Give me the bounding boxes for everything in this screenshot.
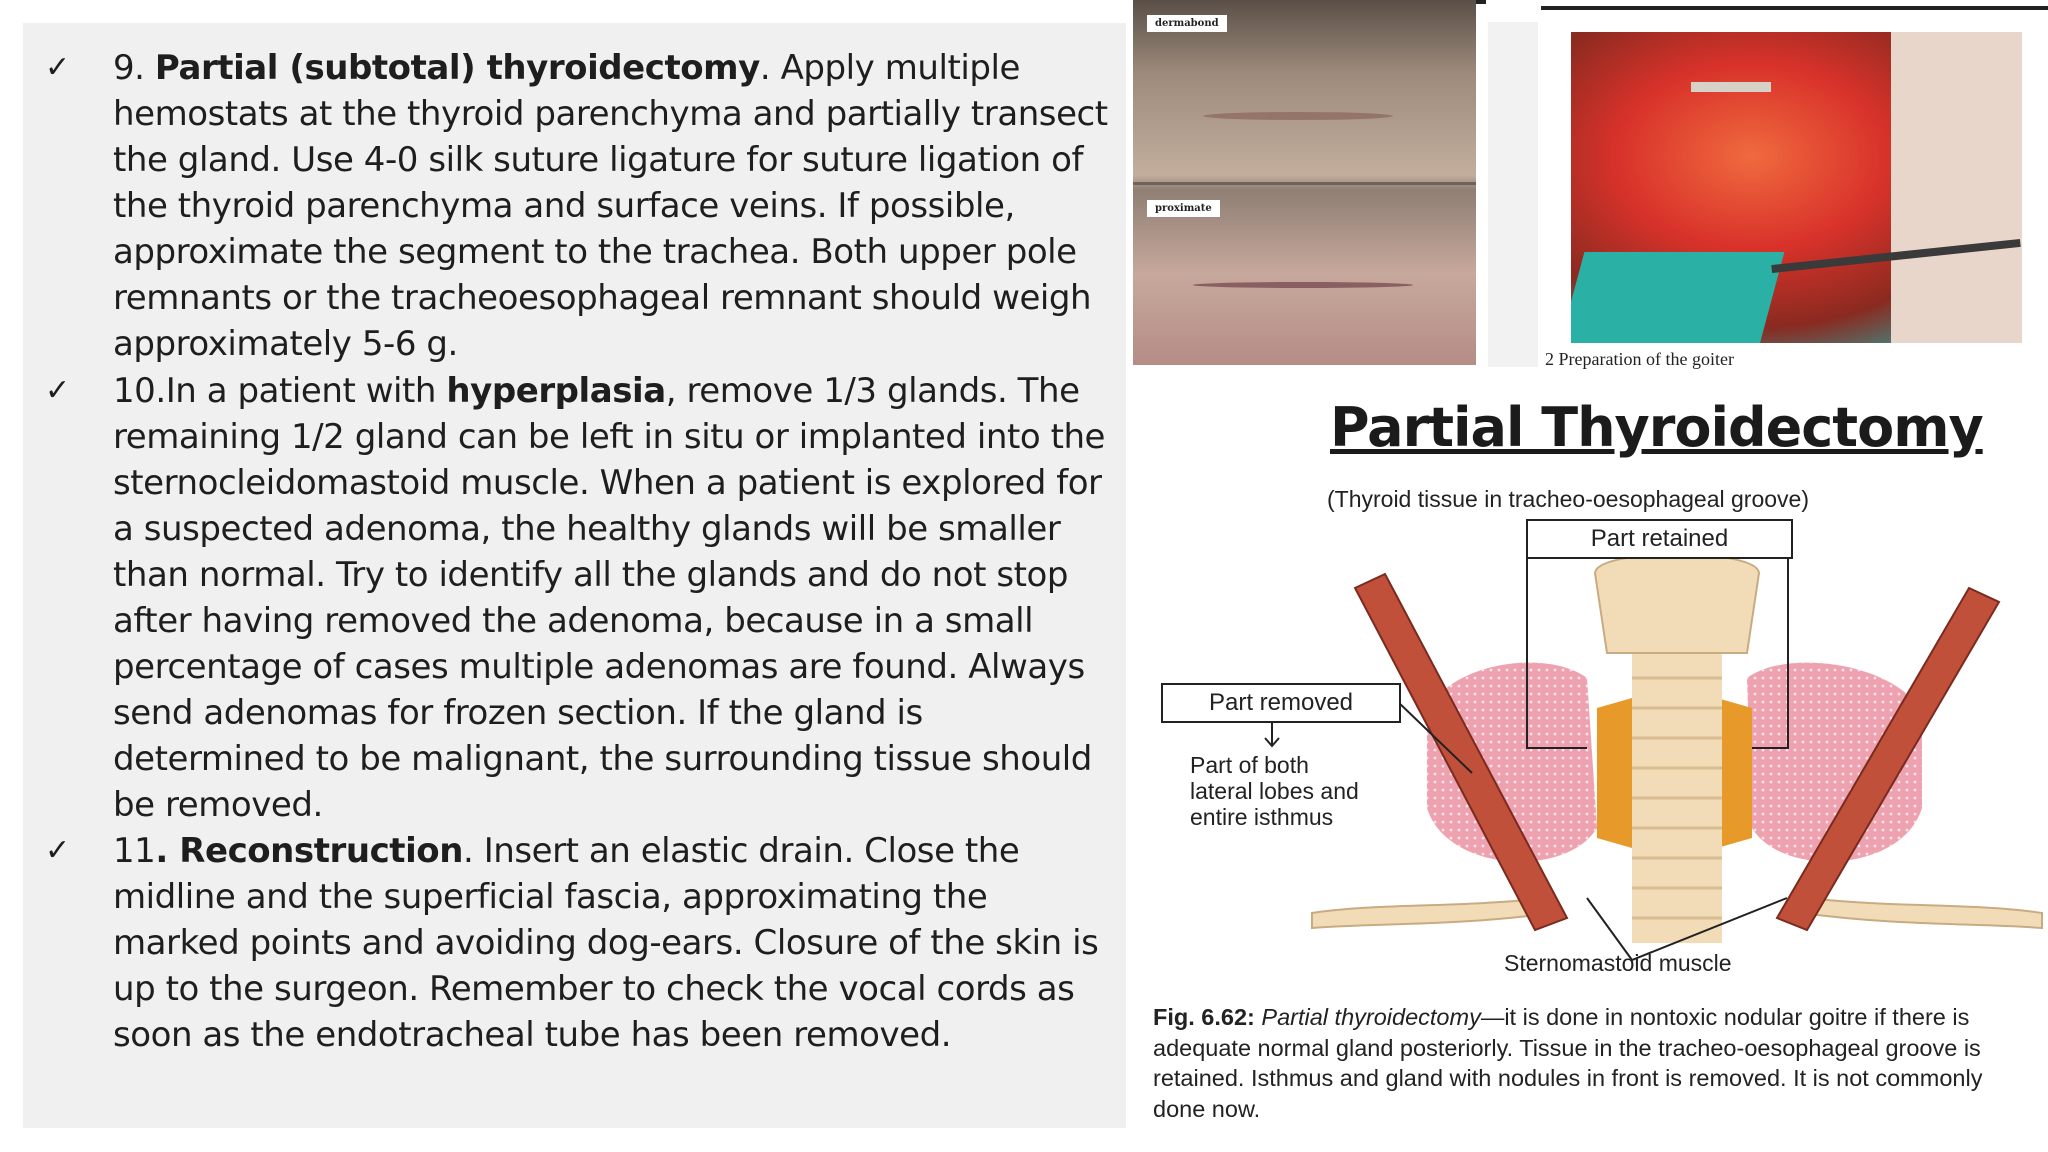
bullet-heading: . Reconstruction xyxy=(155,831,463,871)
bullet-text: 9. Partial (subtotal) thyroidectomy. Apply multiple hemostats at the thyroid parenchyma and partially transect the gland. Use 4-0 silk suture ligature for suture ligation of the thyroid parenchyma and surface veins. If possible, approximate the segment to the trachea. Both upper pole remnants or the tracheoesophageal remnant should weigh approximately 5-6 g. xyxy=(113,48,1108,364)
goiter-surgery-photo xyxy=(1571,32,2022,343)
bullet-text: 11. Reconstruction. Insert an elastic drain. Close the midline and the superficial fascia, approximating the marked points and avoiding dog-ears. Closure of the skin is up to the surgeon. Remember to check the vocal cords as soon as the endotracheal tube has been removed. xyxy=(113,831,1099,1055)
sternomastoid-label: Sternomastoid muscle xyxy=(1504,950,1732,976)
photo-caption: 2 Preparation of the goiter xyxy=(1545,349,1734,369)
bullet-text: 10.In a patient with hyperplasia, remove 1/3 glands. The remaining 1/2 gland can be left in situ or implanted into the sternocleidomastoid muscle. When a patient is explored for a suspected adenoma, the healthy glands will be smaller than normal. Try to identify all the glands and do not stop after having removed the adenoma, because in a small percentage of cases multiple adenomas are found. Always send adenomas for frozen section. If the gland is determined to be malignant, the surrounding tissue should be removed. xyxy=(113,371,1106,825)
bullet-heading: hyperplasia xyxy=(446,371,666,411)
scar-upper xyxy=(1203,112,1393,120)
checkmark-icon: ✓ xyxy=(45,50,71,85)
thyroidectomy-diagram xyxy=(1127,378,2048,1152)
text-panel xyxy=(23,23,1126,1128)
photo-top-rule xyxy=(1541,6,2048,10)
diagram-subtitle: (Thyroid tissue in tracheo-oesophageal groove) xyxy=(1327,486,1809,512)
photo-tag-top: dermabond xyxy=(1147,15,1227,32)
checkmark-icon: ✓ xyxy=(45,833,71,868)
skin-area xyxy=(1891,32,2022,343)
larynx xyxy=(1595,554,1759,653)
figure-caption: Fig. 6.62: Partial thyroidectomy—it is done in nontoxic nodular goitre if there is adequate normal gland posteriorly. Tissue in the tracheo-oesophageal groove is retained. Isthmus and gland with nodules in front is removed. It is not commonly done now. xyxy=(1153,1004,1983,1122)
retractor xyxy=(1691,32,1771,92)
surgical-drape xyxy=(1571,252,1784,343)
bullet-heading: Partial (subtotal) thyroidectomy xyxy=(154,48,760,88)
checkmark-icon: ✓ xyxy=(45,373,71,408)
diagram-title: Partial Thyroidectomy xyxy=(1330,396,1983,459)
photo-divider xyxy=(1133,182,1476,185)
scar-lower xyxy=(1193,282,1413,288)
part-removed-label: Part removed xyxy=(1161,683,1401,723)
clavicle-right xyxy=(1802,898,2042,928)
clavicle-left xyxy=(1312,898,1552,928)
photo-gap xyxy=(1488,22,1538,367)
retained-tissue-right xyxy=(1717,698,1752,848)
removed-description: Part of both lateral lobes and entire isthmus xyxy=(1190,752,1359,830)
part-retained-label: Part retained xyxy=(1526,519,1793,559)
retained-tissue-left xyxy=(1597,698,1632,848)
neck-scar-photo xyxy=(1133,0,1476,365)
photo-tag-bottom: proximate xyxy=(1147,200,1220,217)
